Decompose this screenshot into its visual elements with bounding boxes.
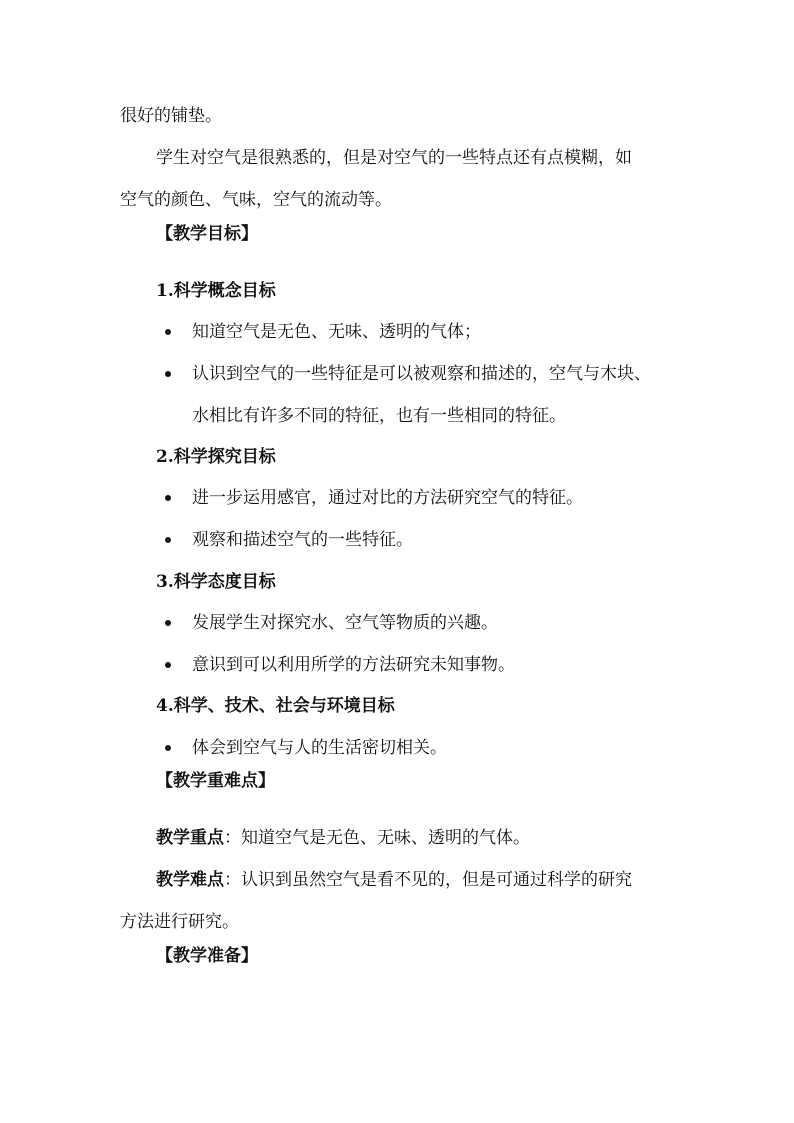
difficulty-text: ：认识到虽然空气是看不见的，但是可通过科学的研究 [224,870,632,890]
intro-line: 很好的铺垫。 [120,106,222,126]
preparation-heading: 【教学准备】 [156,946,258,966]
bullet-icon [165,371,171,377]
bullet-icon [165,537,171,543]
key-point-text: ：知道空气是无色、无味、透明的气体。 [224,828,530,848]
list-item: 观察和描述空气的一些特征。 [192,530,413,550]
list-item: 发展学生对探究水、空气等物质的兴趣。 [192,613,498,633]
difficulty-line [156,868,632,892]
sts-objective-title: 4.科学、技术、社会与环境目标 [156,696,395,716]
attitude-objective-title: 3.科学态度目标 [156,572,276,592]
list-item: 进一步运用感官，通过对比的方法研究空气的特征。 [192,488,583,508]
key-points-heading: 【教学重难点】 [156,771,275,791]
intro-paragraph-line: 空气的颜色、气味，空气的流动等。 [120,190,392,210]
key-point-line [156,826,530,850]
bullet-icon [165,329,171,335]
bullet-icon [165,620,171,626]
objectives-heading: 【教学目标】 [156,224,258,244]
list-item: 知道空气是无色、无味、透明的气体； [192,322,481,342]
list-item: 意识到可以利用所学的方法研究未知事物。 [192,655,515,675]
intro-paragraph-line: 学生对空气是很熟悉的，但是对空气的一些特点还有点模糊，如 [156,148,632,168]
list-item: 体会到空气与人的生活密切相关。 [192,738,447,758]
concept-objective-title: 1.科学概念目标 [156,281,276,301]
bullet-icon [165,495,171,501]
inquiry-objective-title: 2.科学探究目标 [156,447,276,467]
bullet-icon [165,745,171,751]
difficulty-label: 教学难点 [156,870,224,890]
list-item-continuation: 水相比有许多不同的特征，也有一些相同的特征。 [192,406,566,426]
bullet-icon [165,662,171,668]
list-item: 认识到空气的一些特征是可以被观察和描述的，空气与木块、 [192,364,651,384]
difficulty-line-continuation: 方法进行研究。 [120,912,239,932]
key-point-label: 教学重点 [156,828,224,848]
